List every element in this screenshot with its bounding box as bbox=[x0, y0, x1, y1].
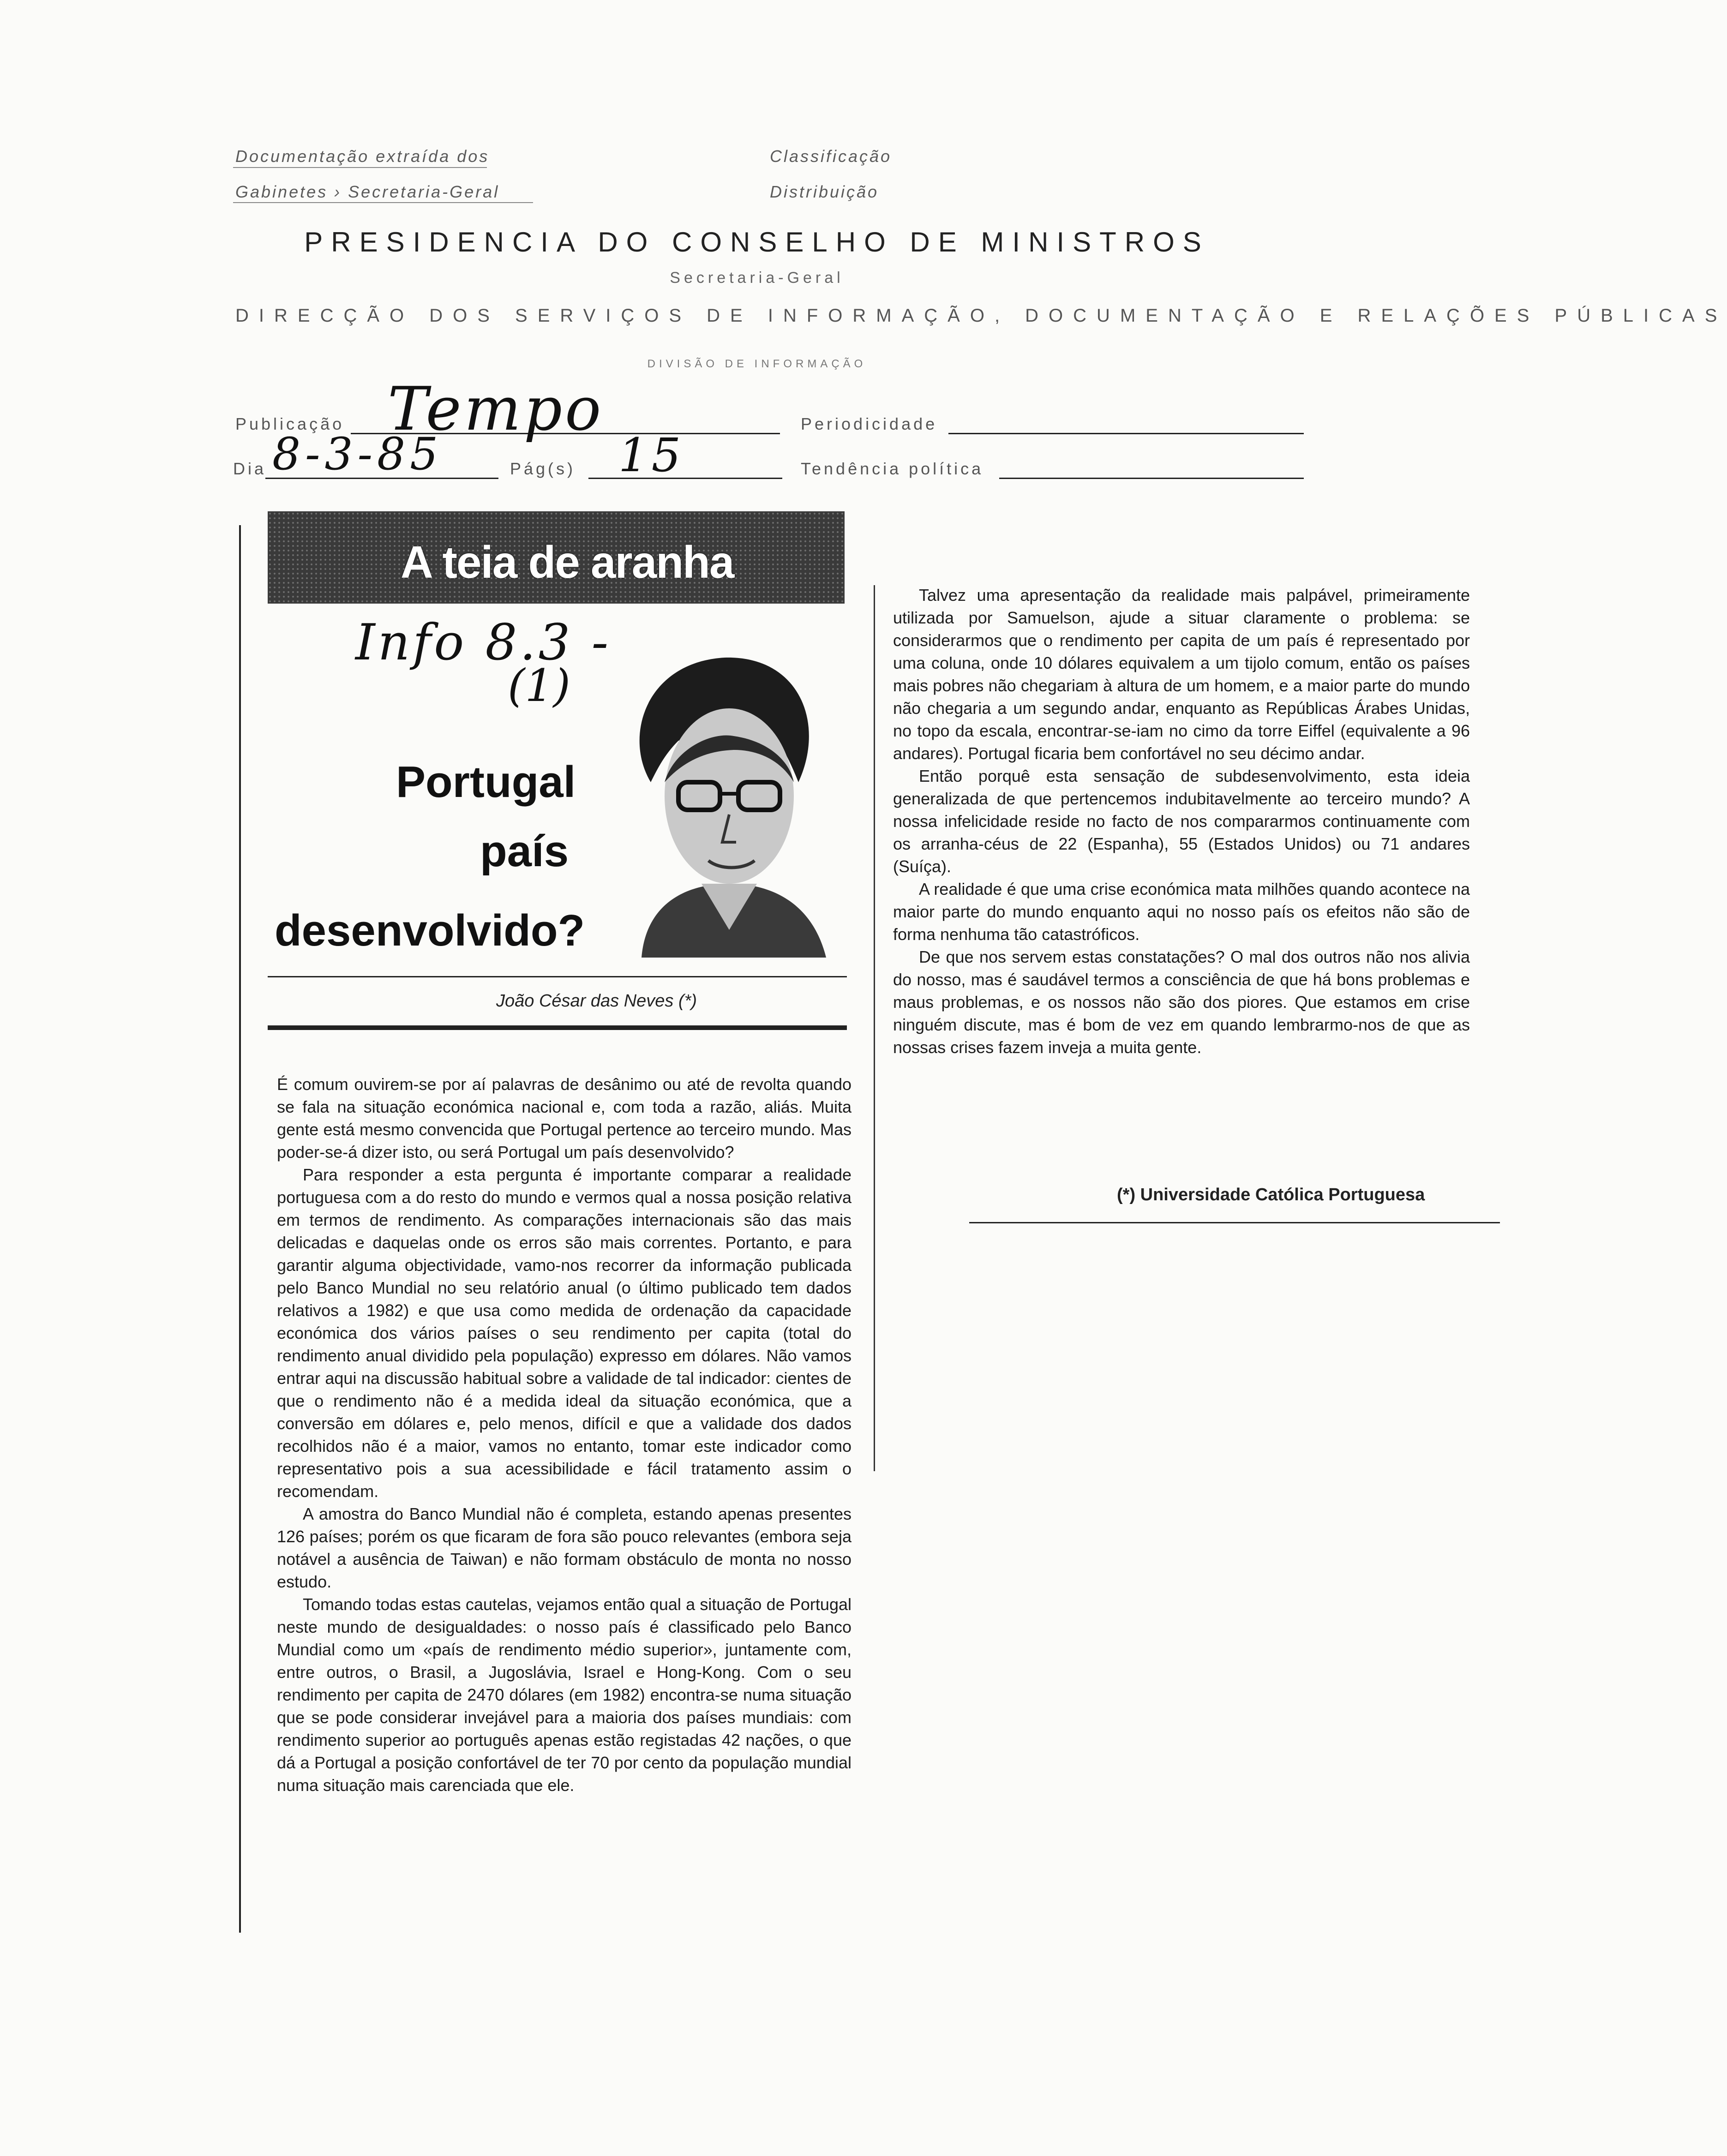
periodicity-label: Periodicidade bbox=[801, 414, 938, 433]
left-paragraph-3: A amostra do Banco Mundial não é completa, estando apenas presentes 126 países; porém os que ficaram de fora são pouco relevantes (embora seja notável a ausência de Taiwan) e não formam obstáculo de monta no nosso estudo. bbox=[277, 1504, 852, 1591]
right-paragraph-2: Então porquê esta sensação de subdesenvolvimento, esta ideia generalizada de que pertencemos indubitavelmente ao terceiro mundo? A nossa infelicidade reside no facto de nos compararmos continuamente com os arranha-céus de 22 (Espanha), 55 (Estados Unidos) ou 71 andares (Suíça). bbox=[893, 767, 1470, 876]
distrib-label: Distribuição bbox=[770, 182, 879, 201]
day-label: Dia bbox=[233, 459, 267, 478]
byline-thick-rule bbox=[268, 1025, 847, 1030]
headline-line-2: país bbox=[480, 826, 569, 876]
page-value: 15 bbox=[618, 428, 685, 482]
day-value: 8-3-85 bbox=[272, 428, 443, 480]
secretariat-subtitle: Secretaria-Geral bbox=[670, 269, 844, 287]
left-paragraph-2: Para responder a esta pergunta é importante comparar a realidade portuguesa com a do resto do mundo e vermos qual a nossa posição relativa em termos de rendimento. As comparações internacionais são das mais delicadas e daquelas onde os erros são mais correntes. Portanto, e para garantir alguma objectividade, vamo-nos recorrer da informação publicada pelo Banco Mundial no seu relatório anual (o último publicado tem dados relativos a 1982) e que usa como medida de ordenação da capacidade económica dos vários países o seu rendimento per capita (total do rendimento anual dividido pela população) expresso em dólares. Não vamos entrar aqui na discussão habitual sobre a validade de tal indicador: cientes de que o rendimento não é a medida ideal da situação económica, que a conversão em dólares e, pelo menos, difícil e que a validade dos dados recolhidos não é a maior, vamos no entanto, tomar este indicador como representativo pois a sua acessibilidade e fácil tratamento assim o recomendam. bbox=[277, 1165, 852, 1501]
right-paragraph-4: De que nos servem estas constatações? O mal dos outros não nos alivia do nosso, mas é saudável termos a consciência de que há bons problemas e maus problemas, e os nossos não são dos piores. Que estamos em crise ninguém discute, mas é bom de vez em quando lembrarmo-nos de que as nossas crises fazem inveja a muita gente. bbox=[893, 947, 1470, 1057]
column-divider bbox=[874, 585, 875, 1471]
left-column bbox=[277, 1073, 852, 1797]
presidency-title: PRESIDENCIA DO CONSELHO DE MINISTROS bbox=[304, 227, 1210, 258]
byline: João César das Neves (*) bbox=[496, 991, 697, 1011]
author-portrait bbox=[595, 644, 842, 958]
header-rule-2 bbox=[233, 202, 533, 203]
right-paragraph-1: Talvez uma apresentação da realidade mais palpável, primeiramente utilizada por Samuelson, ajude a situar claramente o problema: se considerarmos que o rendimento per capita de um país é representado por uma coluna, onde 10 dólares equivalem a um tijolo comum, então os países mais pobres não chegariam à altura de um homem, e a maior parte do mundo não chegaria a um segundo andar, enquanto as Repúblicas Árabes Unidas, no topo da escala, encontrar-se-iam no cimo da torre Eiffel (equivalente a 96 andares). Portugal ficaria bem confortável no seu décimo andar. bbox=[893, 586, 1470, 763]
headline-line-3: desenvolvido? bbox=[275, 906, 585, 955]
page-line bbox=[588, 478, 782, 479]
author-affiliation: (*) Universidade Católica Portuguesa bbox=[1117, 1185, 1425, 1204]
publication-value: Tempo bbox=[388, 374, 604, 444]
doc-label-2: Gabinetes › Secretaria-Geral bbox=[235, 182, 500, 201]
directorate-line: DIRECÇÃO DOS SERVIÇOS DE INFORMAÇÃO, DOCUMENTAÇÃO E RELAÇÕES PÚBLICAS bbox=[235, 305, 1727, 326]
class-label: Classificação bbox=[770, 147, 892, 166]
banner-title: A teia de aranha bbox=[401, 537, 734, 587]
tendency-label: Tendência política bbox=[801, 459, 984, 478]
publication-label: Publicação bbox=[235, 414, 345, 433]
headline-line-1: Portugal bbox=[396, 757, 576, 807]
page-label: Pág(s) bbox=[510, 459, 576, 478]
header-rule-1 bbox=[233, 167, 487, 168]
left-border bbox=[239, 525, 241, 1933]
right-paragraph-3: A realidade é que uma crise económica mata milhões quando acontece na maior parte do mundo enquanto aqui no nosso país os efeitos não são de forma nenhuma tão catastróficos. bbox=[893, 880, 1470, 944]
right-column bbox=[893, 584, 1470, 1059]
left-paragraph-4: Tomando todas estas cautelas, vejamos então qual a situação de Portugal neste mundo de desigualdades: o nosso país é classificado pelo Banco Mundial como um «país de rendimento médio superior», juntamente com, entre outros, o Brasil, a Jugoslávia, Israel e Hong-Kong. Com o seu rendimento per capita de 2470 dólares (em 1982) encontra-se numa situação que se pode considerar invejável para a maioria dos países mundiais: com rendimento superior ao português apenas estão registadas 42 nações, o que dá a Portugal a posição confortável de ter 70 por cento da população mundial numa situação mais carenciada que ele. bbox=[277, 1595, 852, 1795]
handwritten-annotation: Info 8.3 - bbox=[355, 614, 612, 671]
tendency-line bbox=[999, 478, 1304, 479]
byline-rule bbox=[268, 976, 847, 977]
doc-label-1: Documentação extraída dos bbox=[235, 147, 490, 166]
handwritten-annotation-sub: (1) bbox=[508, 660, 570, 712]
periodicity-line bbox=[948, 433, 1304, 434]
left-paragraph-1: É comum ouvirem-se por aí palavras de desânimo ou até de revolta quando se fala na situação económica nacional e, com toda a razão, aliás. Muita gente está mesmo convencida que Portugal pertence ao terceiro mundo. Mas poder-se-á dizer isto, ou será Portugal um país desenvolvido? bbox=[277, 1075, 852, 1162]
affiliation-rule bbox=[969, 1222, 1500, 1223]
division-line: DIVISÃO DE INFORMAÇÃO bbox=[647, 358, 867, 370]
